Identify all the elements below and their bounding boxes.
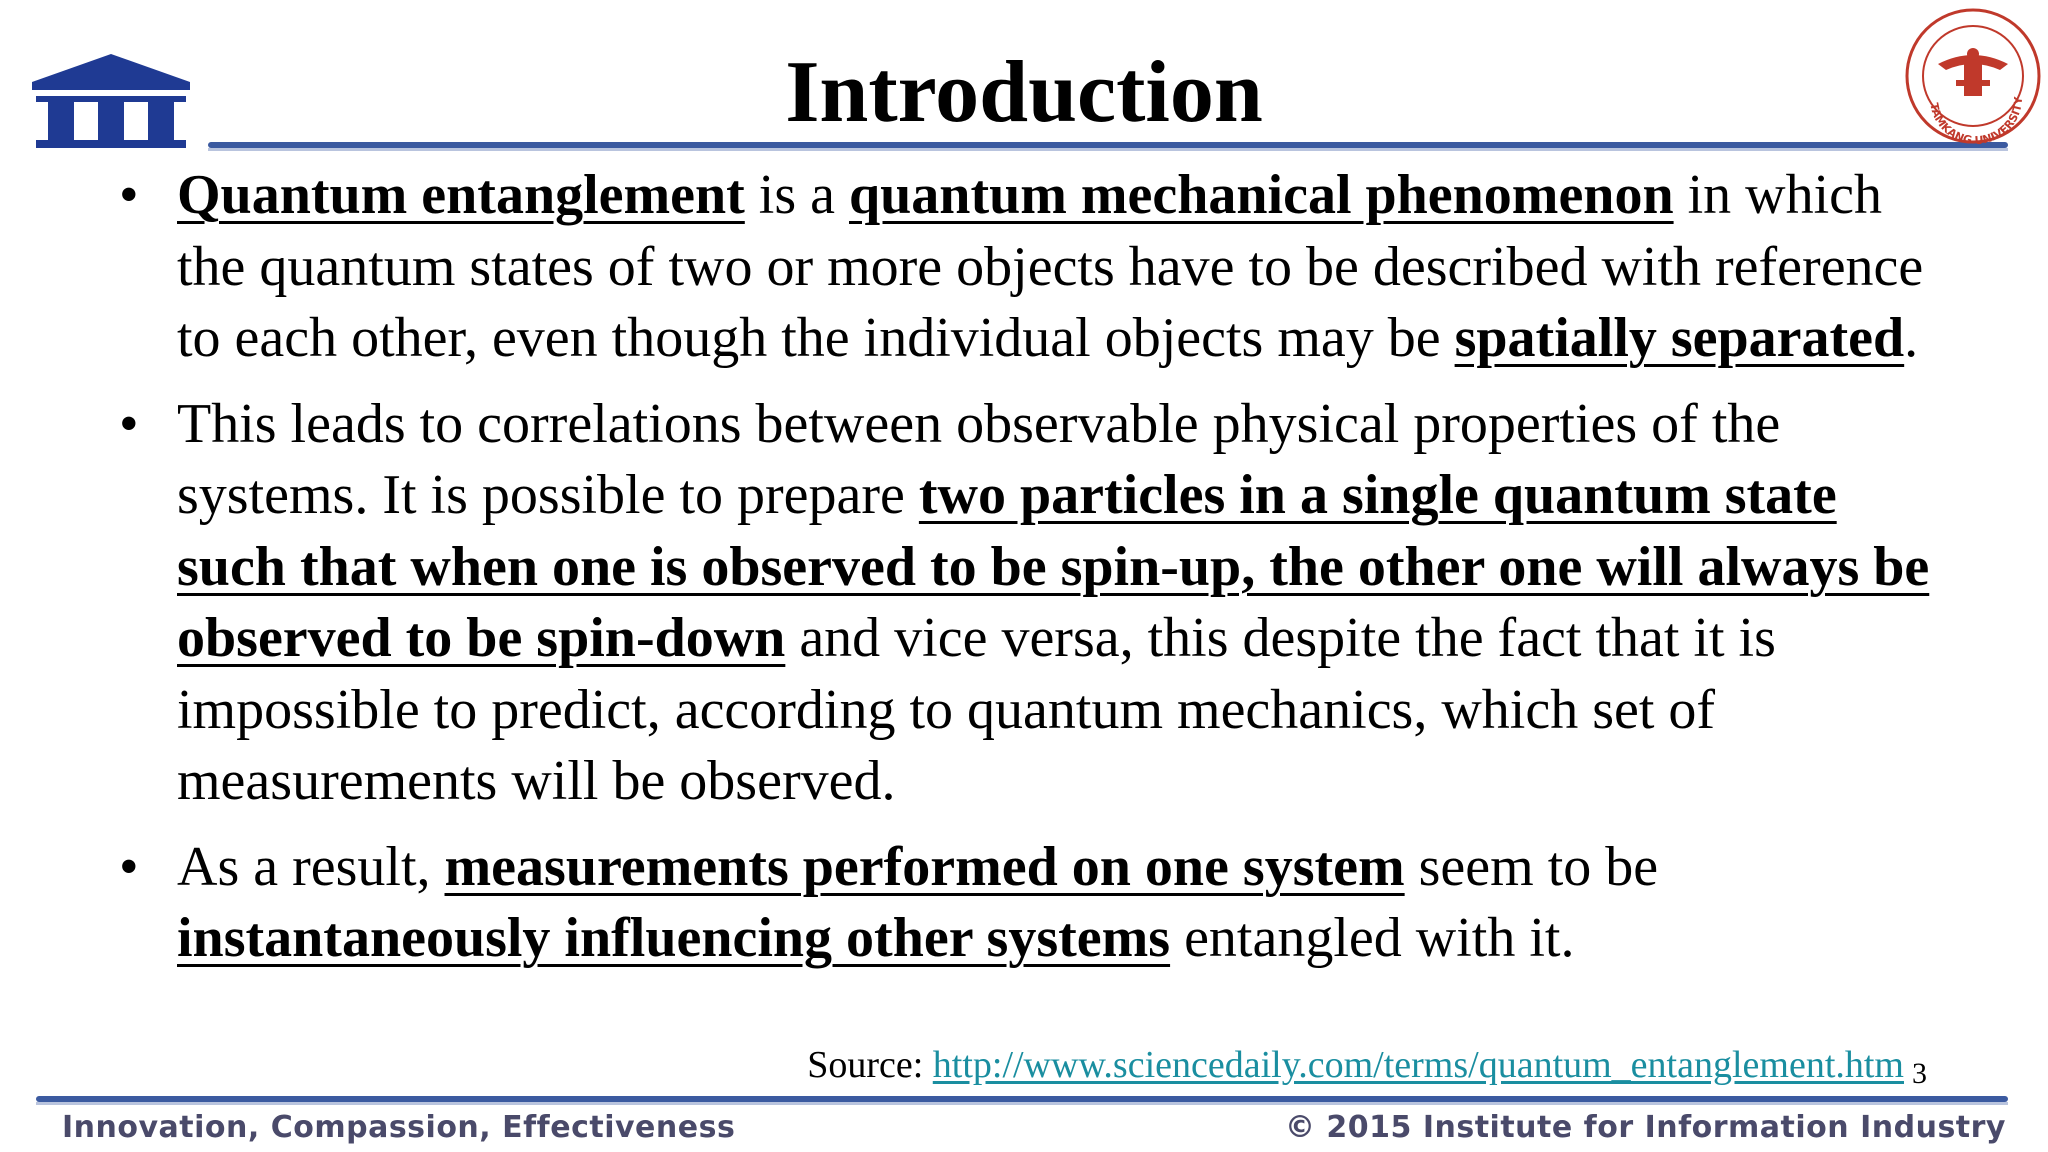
footer-copyright: © 2015 Institute for Information Industry: [1284, 1110, 2006, 1145]
body-text: in which the quantum states of two or more objects have to be described with reference to each other, even though the individual objects may be: [177, 164, 1924, 369]
body-text: This leads to correlations between observable physical properties of the systems. It is possible to prepare: [177, 392, 1781, 526]
emphasis-text: spatially separated: [1454, 307, 1905, 369]
body-text: .: [1904, 307, 1919, 369]
bullet-marker: •: [119, 835, 139, 898]
body-text: As a result,: [177, 835, 445, 898]
body-text: is a: [744, 164, 850, 226]
page-number: 3: [1912, 1057, 1927, 1090]
emphasis-text: instantaneously influencing other systems: [177, 907, 1171, 969]
header-rule-shadow: [208, 148, 2008, 151]
bullet-marker: •: [119, 164, 139, 226]
bullet-item: [115, 389, 1945, 818]
body-text: entangled with it.: [1170, 907, 1575, 969]
bullet-item: [115, 832, 1945, 975]
source-link[interactable]: http://www.sciencedaily.com/terms/quantum_entanglement.htm: [932, 1044, 1904, 1086]
tamkang-university-seal-icon: [1900, 6, 2046, 146]
source-citation: [807, 1042, 1904, 1088]
footer-rule-shadow: [36, 1102, 2008, 1105]
seal-text: TAMKANG UNIVERSITY: [1927, 96, 2026, 146]
slide-title: Introduction: [785, 44, 1263, 141]
emphasis-text: measurements performed on one system: [444, 835, 1405, 898]
bullet-marker: •: [119, 392, 139, 455]
emphasis-text: quantum mechanical phenomenon: [849, 164, 1674, 226]
body-text: and vice versa, this despite the fact that it is impossible to predict, according to quantum mechanics, which set of measurements will be observed.: [177, 607, 1776, 812]
footer-motto: Innovation, Compassion, Effectiveness: [62, 1110, 736, 1145]
bullet-list: [115, 160, 1945, 989]
source-label: Source:: [807, 1044, 933, 1086]
emphasis-text: Quantum entanglement: [177, 164, 745, 226]
emphasis-text: two particles in a single quantum state such that when one is observed to be spin-up, the other one will always be observed to be spin-down: [177, 464, 1930, 669]
body-text: seem to be: [1404, 835, 1659, 898]
bullet-item: [115, 160, 1945, 375]
